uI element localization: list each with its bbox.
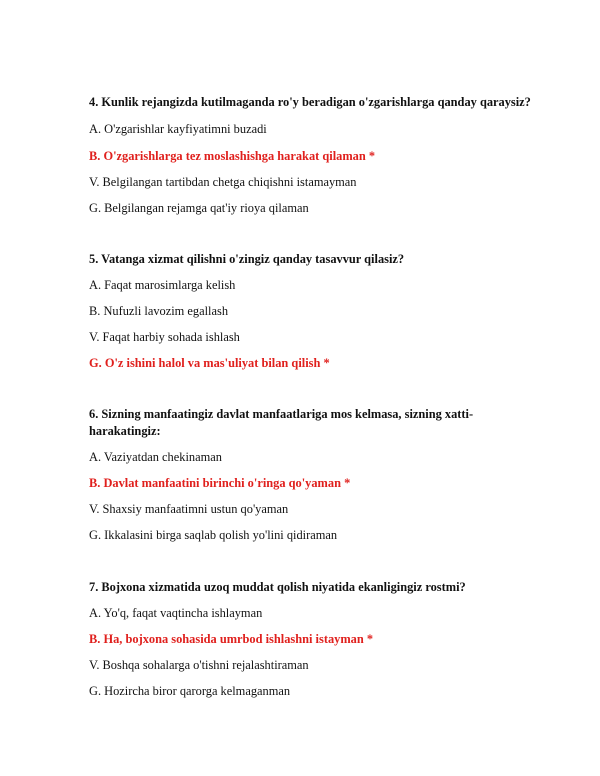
question-7-option-a: A. Yo'q, faqat vaqtincha ishlayman — [89, 606, 263, 620]
question-6-text-line-1: 6. Sizning manfaatingiz davlat manfaatlariga mos kelmasa, sizning xatti- — [89, 407, 474, 421]
question-5-option-a: A. Faqat marosimlarga kelish — [89, 278, 236, 292]
question-4-option-g: G. Belgilangan rejamga qat'iy rioya qilaman — [89, 201, 309, 215]
question-5-option-g-correct: G. O'z ishini halol va mas'uliyat bilan qilish * — [89, 356, 330, 370]
question-4-option-b-correct: B. O'zgarishlarga tez moslashishga harakat qilaman * — [89, 149, 376, 163]
question-6-option-b-correct: B. Davlat manfaatini birinchi o'ringa qo'yaman * — [89, 476, 351, 490]
question-4-option-a: A. O'zgarishlar kayfiyatimni buzadi — [89, 122, 267, 136]
question-4-text: 4. Kunlik rejangizda kutilmaganda ro'y beradigan o'zgarishlarga qanday qaraysiz? — [89, 95, 531, 109]
question-6-option-g: G. Ikkalasini birga saqlab qolish yo'lini qidiraman — [89, 528, 338, 542]
question-6-option-v: V. Shaxsiy manfaatimni ustun qo'yaman — [89, 502, 289, 516]
question-7-text: 7. Bojxona xizmatida uzoq muddat qolish niyatida ekanligingiz rostmi? — [89, 580, 466, 594]
question-7-option-g: G. Hozircha biror qarorga kelmaganman — [89, 684, 291, 698]
question-7-option-b-correct: B. Ha, bojxona sohasida umrbod ishlashni istayman * — [89, 632, 374, 646]
question-5-text: 5. Vatanga xizmat qilishni o'zingiz qanday tasavvur qilasiz? — [89, 252, 405, 266]
question-7-option-v: V. Boshqa sohalarga o'tishni rejalashtiraman — [89, 658, 309, 672]
question-5-option-v: V. Faqat harbiy sohada ishlash — [89, 330, 240, 344]
question-4-option-v: V. Belgilangan tartibdan chetga chiqishni istamayman — [89, 175, 357, 189]
question-5-option-b: B. Nufuzli lavozim egallash — [89, 304, 229, 318]
question-6-option-a: A. Vaziyatdan chekinaman — [89, 450, 222, 464]
question-6-text-line-2: harakatingiz: — [89, 424, 161, 438]
